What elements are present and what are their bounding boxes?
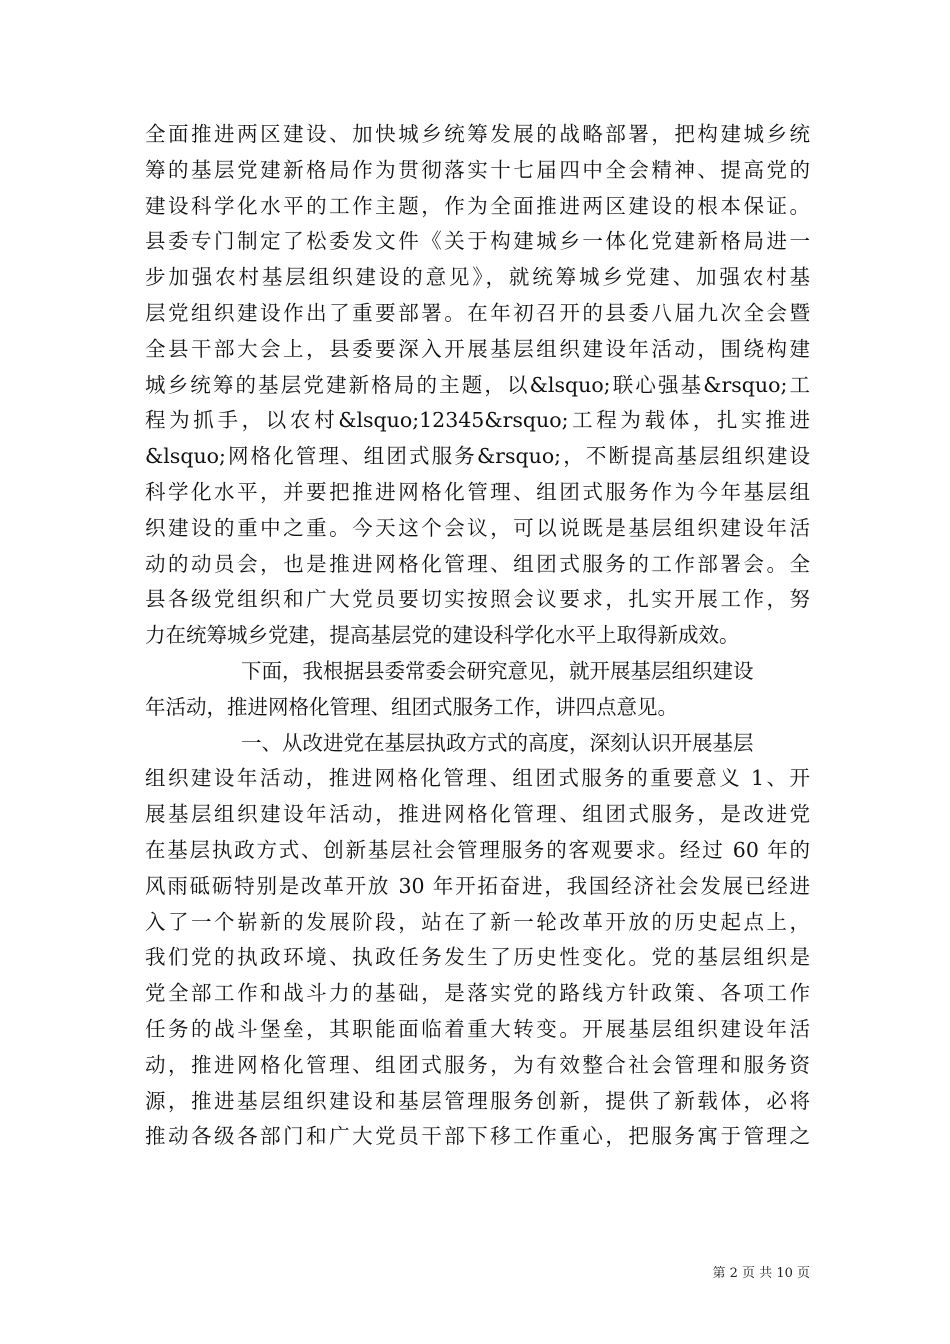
text-line: 风雨砥砺特别是改革开放 30 年开拓奋进，我国经济社会发展已经进	[145, 873, 810, 898]
text-line: 动的动员会，也是推进网格化管理、组团式服务的工作部署会。全	[145, 551, 810, 576]
body-text	[145, 117, 810, 1155]
text-line: 县各级党组织和广大党员要切实按照会议要求，扎实开展工作，努	[145, 587, 810, 612]
text-line: 下面，我根据县委常委会研究意见，就开展基层组织建设	[241, 658, 754, 683]
text-line: 入了一个崭新的发展阶段，站在了新一轮改革开放的历史起点上，	[145, 909, 810, 934]
text-line: 层党组织建设作出了重要部署。在年初召开的县委八届九次全会暨	[145, 300, 810, 325]
text-line: 一、从改进党在基层执政方式的高度，深刻认识开展基层	[241, 730, 754, 755]
text-line: 城乡统筹的基层党建新格局的主题，以&lsquo;联心强基&rsquo;工	[145, 372, 810, 397]
text-line: 建设科学化水平的工作主题，作为全面推进两区建设的根本保证。	[145, 193, 810, 218]
text-line: 年活动，推进网格化管理、组团式服务工作，讲四点意见。	[145, 694, 678, 719]
text-line: 力在统筹城乡党建，提高基层党的建设科学化水平上取得新成效。	[145, 623, 740, 648]
text-line: 全县干部大会上，县委要深入开展基层组织建设年活动，围绕构建	[145, 336, 810, 361]
text-line: 程为抓手，以农村&lsquo;12345&rsquo;工程为载体，扎实推进	[145, 408, 810, 433]
text-line: 源，推进基层组织建设和基层管理服务创新，提供了新载体，必将	[145, 1088, 810, 1113]
text-line: 全面推进两区建设、加快城乡统筹发展的战略部署，把构建城乡统	[145, 122, 810, 146]
text-line: 推动各级各部门和广大党员干部下移工作重心，把服务寓于管理之	[145, 1124, 810, 1149]
text-line: 在基层执政方式、创新基层社会管理服务的客观要求。经过 60 年的	[145, 837, 810, 862]
text-line: 县委专门制定了松委发文件《关于构建城乡一体化党建新格局进一	[145, 229, 810, 254]
text-line: 党全部工作和战斗力的基础，是落实党的路线方针政策、各项工作	[145, 981, 810, 1006]
text-line: 织建设的重中之重。今天这个会议，可以说既是基层组织建设年活	[145, 515, 810, 540]
text-line: 科学化水平，并要把推进网格化管理、组团式服务作为今年基层组	[145, 479, 810, 504]
text-line: &lsquo;网格化管理、组团式服务&rsquo;，不断提高基层组织建设	[145, 444, 810, 469]
text-line: 组织建设年活动，推进网格化管理、组团式服务的重要意义 1、开	[145, 766, 810, 791]
text-line: 我们党的执政环境、执政任务发生了历史性变化。党的基层组织是	[145, 945, 810, 970]
page-number-footer: 第 2 页 共 10 页	[712, 1266, 810, 1281]
text-line: 任务的战斗堡垒，其职能面临着重大转变。开展基层组织建设年活	[145, 1016, 810, 1041]
text-line: 动，推进网格化管理、组团式服务，为有效整合社会管理和服务资	[145, 1052, 810, 1077]
text-line: 筹的基层党建新格局作为贯彻落实十七届四中全会精神、提高党的	[145, 157, 810, 182]
text-line: 步加强农村基层组织建设的意见》，就统筹城乡党建、加强农村基	[145, 265, 810, 290]
text-line: 展基层组织建设年活动，推进网格化管理、组团式服务，是改进党	[145, 802, 810, 827]
